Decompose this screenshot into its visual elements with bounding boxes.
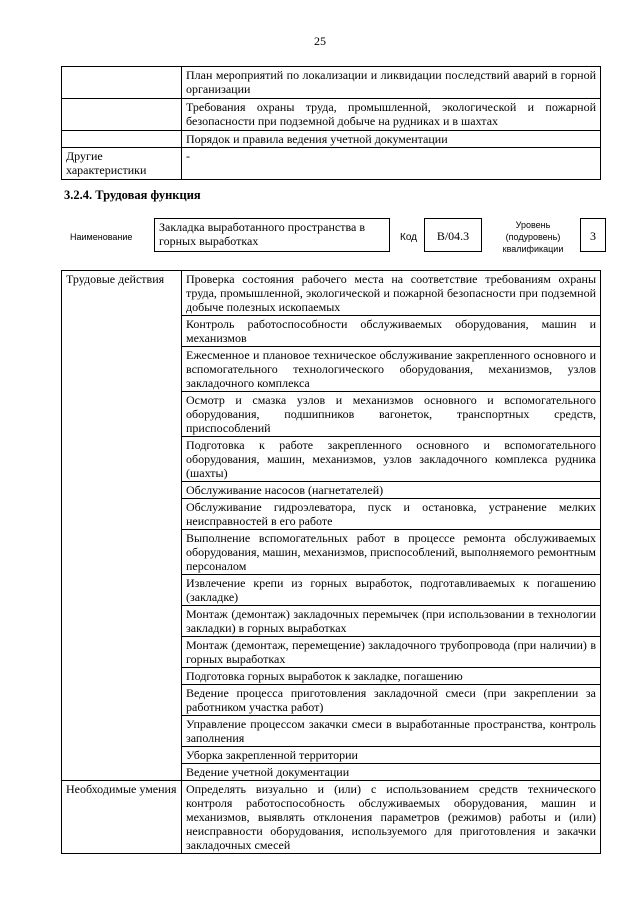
other-characteristics-value: - — [182, 148, 601, 180]
table-row — [62, 781, 601, 854]
labor-actions-item: Проверка состояния рабочего места на соответствие требованиям охраны труда, промышленной, экологической и пожарной безопасности при подземной добыче полезных ископаемых — [182, 271, 601, 316]
labor-actions-label: Трудовые действия — [62, 271, 182, 781]
labor-actions-item: Монтаж (демонтаж, перемещение) закладочного трубопровода (при наличии) в горных выработках — [182, 637, 601, 668]
table-row — [62, 271, 601, 316]
qualification-level-box: 3 — [580, 218, 606, 252]
top-table — [61, 66, 601, 180]
code-label: Код — [400, 232, 418, 243]
function-name-box: Закладка выработанного пространства в горных выработках — [154, 218, 390, 252]
right-cell: Требования охраны труда, промышленной, экологической и пожарной безопасности при подземной добыче на рудниках и в шахтах — [182, 99, 601, 131]
name-label: Наименование — [70, 232, 133, 242]
left-cell — [62, 99, 182, 131]
labor-actions-item: Подготовка горных выработок к закладке, погашению — [182, 668, 601, 685]
labor-actions-item: Уборка закрепленной территории — [182, 747, 601, 764]
labor-actions-item: Контроль работоспособности обслуживаемых оборудования, машин и механизмов — [182, 316, 601, 347]
right-cell: План мероприятий по локализации и ликвидации последствий аварий в горной организации — [182, 67, 601, 99]
labor-actions-item: Ежесменное и плановое техническое обслуживание закрепленного основного и вспомогательного технологического оборудования, механизмов, узлов закладочного комплекса — [182, 347, 601, 392]
qualification-level-label: Уровень (подуровень) квалификации — [502, 220, 564, 254]
labor-actions-item: Обслуживание гидроэлеватора, пуск и остановка, устранение мелких неисправностей в его работе — [182, 499, 601, 530]
table-row — [62, 99, 601, 131]
right-cell: Порядок и правила ведения учетной документации — [182, 131, 601, 148]
labor-actions-item: Выполнение вспомогательных работ в процессе ремонта обслуживаемых оборудования, машин, механизмов, приспособлений, выполняемого ремонтным персоналом — [182, 530, 601, 575]
code-box: B/04.3 — [424, 218, 482, 252]
section-title: 3.2.4. Трудовая функция — [64, 188, 201, 202]
labor-actions-item: Управление процессом закачки смеси в выработанные пространства, контроль заполнения — [182, 716, 601, 747]
labor-actions-item: Ведение процесса приготовления закладочной смеси (при закреплении за работником участка работ) — [182, 685, 601, 716]
labor-actions-item: Ведение учетной документации — [182, 764, 601, 781]
labor-actions-item: Подготовка к работе закрепленного основного и вспомогательного оборудования, машин, механизмов, узлов закладочного комплекса рудника (шахты) — [182, 437, 601, 482]
table-row — [62, 67, 601, 99]
labor-actions-item: Осмотр и смазка узлов и механизмов основного и вспомогательного оборудования, подшипников вагонеток, транспортных средств, приспособлений — [182, 392, 601, 437]
labor-actions-item: Монтаж (демонтаж) закладочных перемычек (при использовании в технологии закладки) в горных выработках — [182, 606, 601, 637]
skills-label: Необходимые умения — [62, 781, 182, 854]
labor-actions-item: Обслуживание насосов (нагнетателей) — [182, 482, 601, 499]
page-number: 25 — [314, 34, 326, 48]
left-cell — [62, 131, 182, 148]
labor-actions-item: Извлечение крепи из горных выработок, подготавливаемых к погашению (закладке) — [182, 575, 601, 606]
other-characteristics-label: Другие характеристики — [62, 148, 182, 180]
skills-item: Определять визуально и (или) с использованием средств технического контроля работоспособность обслуживаемых оборудования, машин и механизмов, выявлять отклонения параметров (режимов) работы и (или) неисправности оборудования, используемого для приготовления и закачки закладочных смесей — [182, 781, 601, 854]
labor-function-table — [61, 270, 601, 854]
table-row — [62, 131, 601, 148]
table-row — [62, 148, 601, 180]
left-cell — [62, 67, 182, 99]
